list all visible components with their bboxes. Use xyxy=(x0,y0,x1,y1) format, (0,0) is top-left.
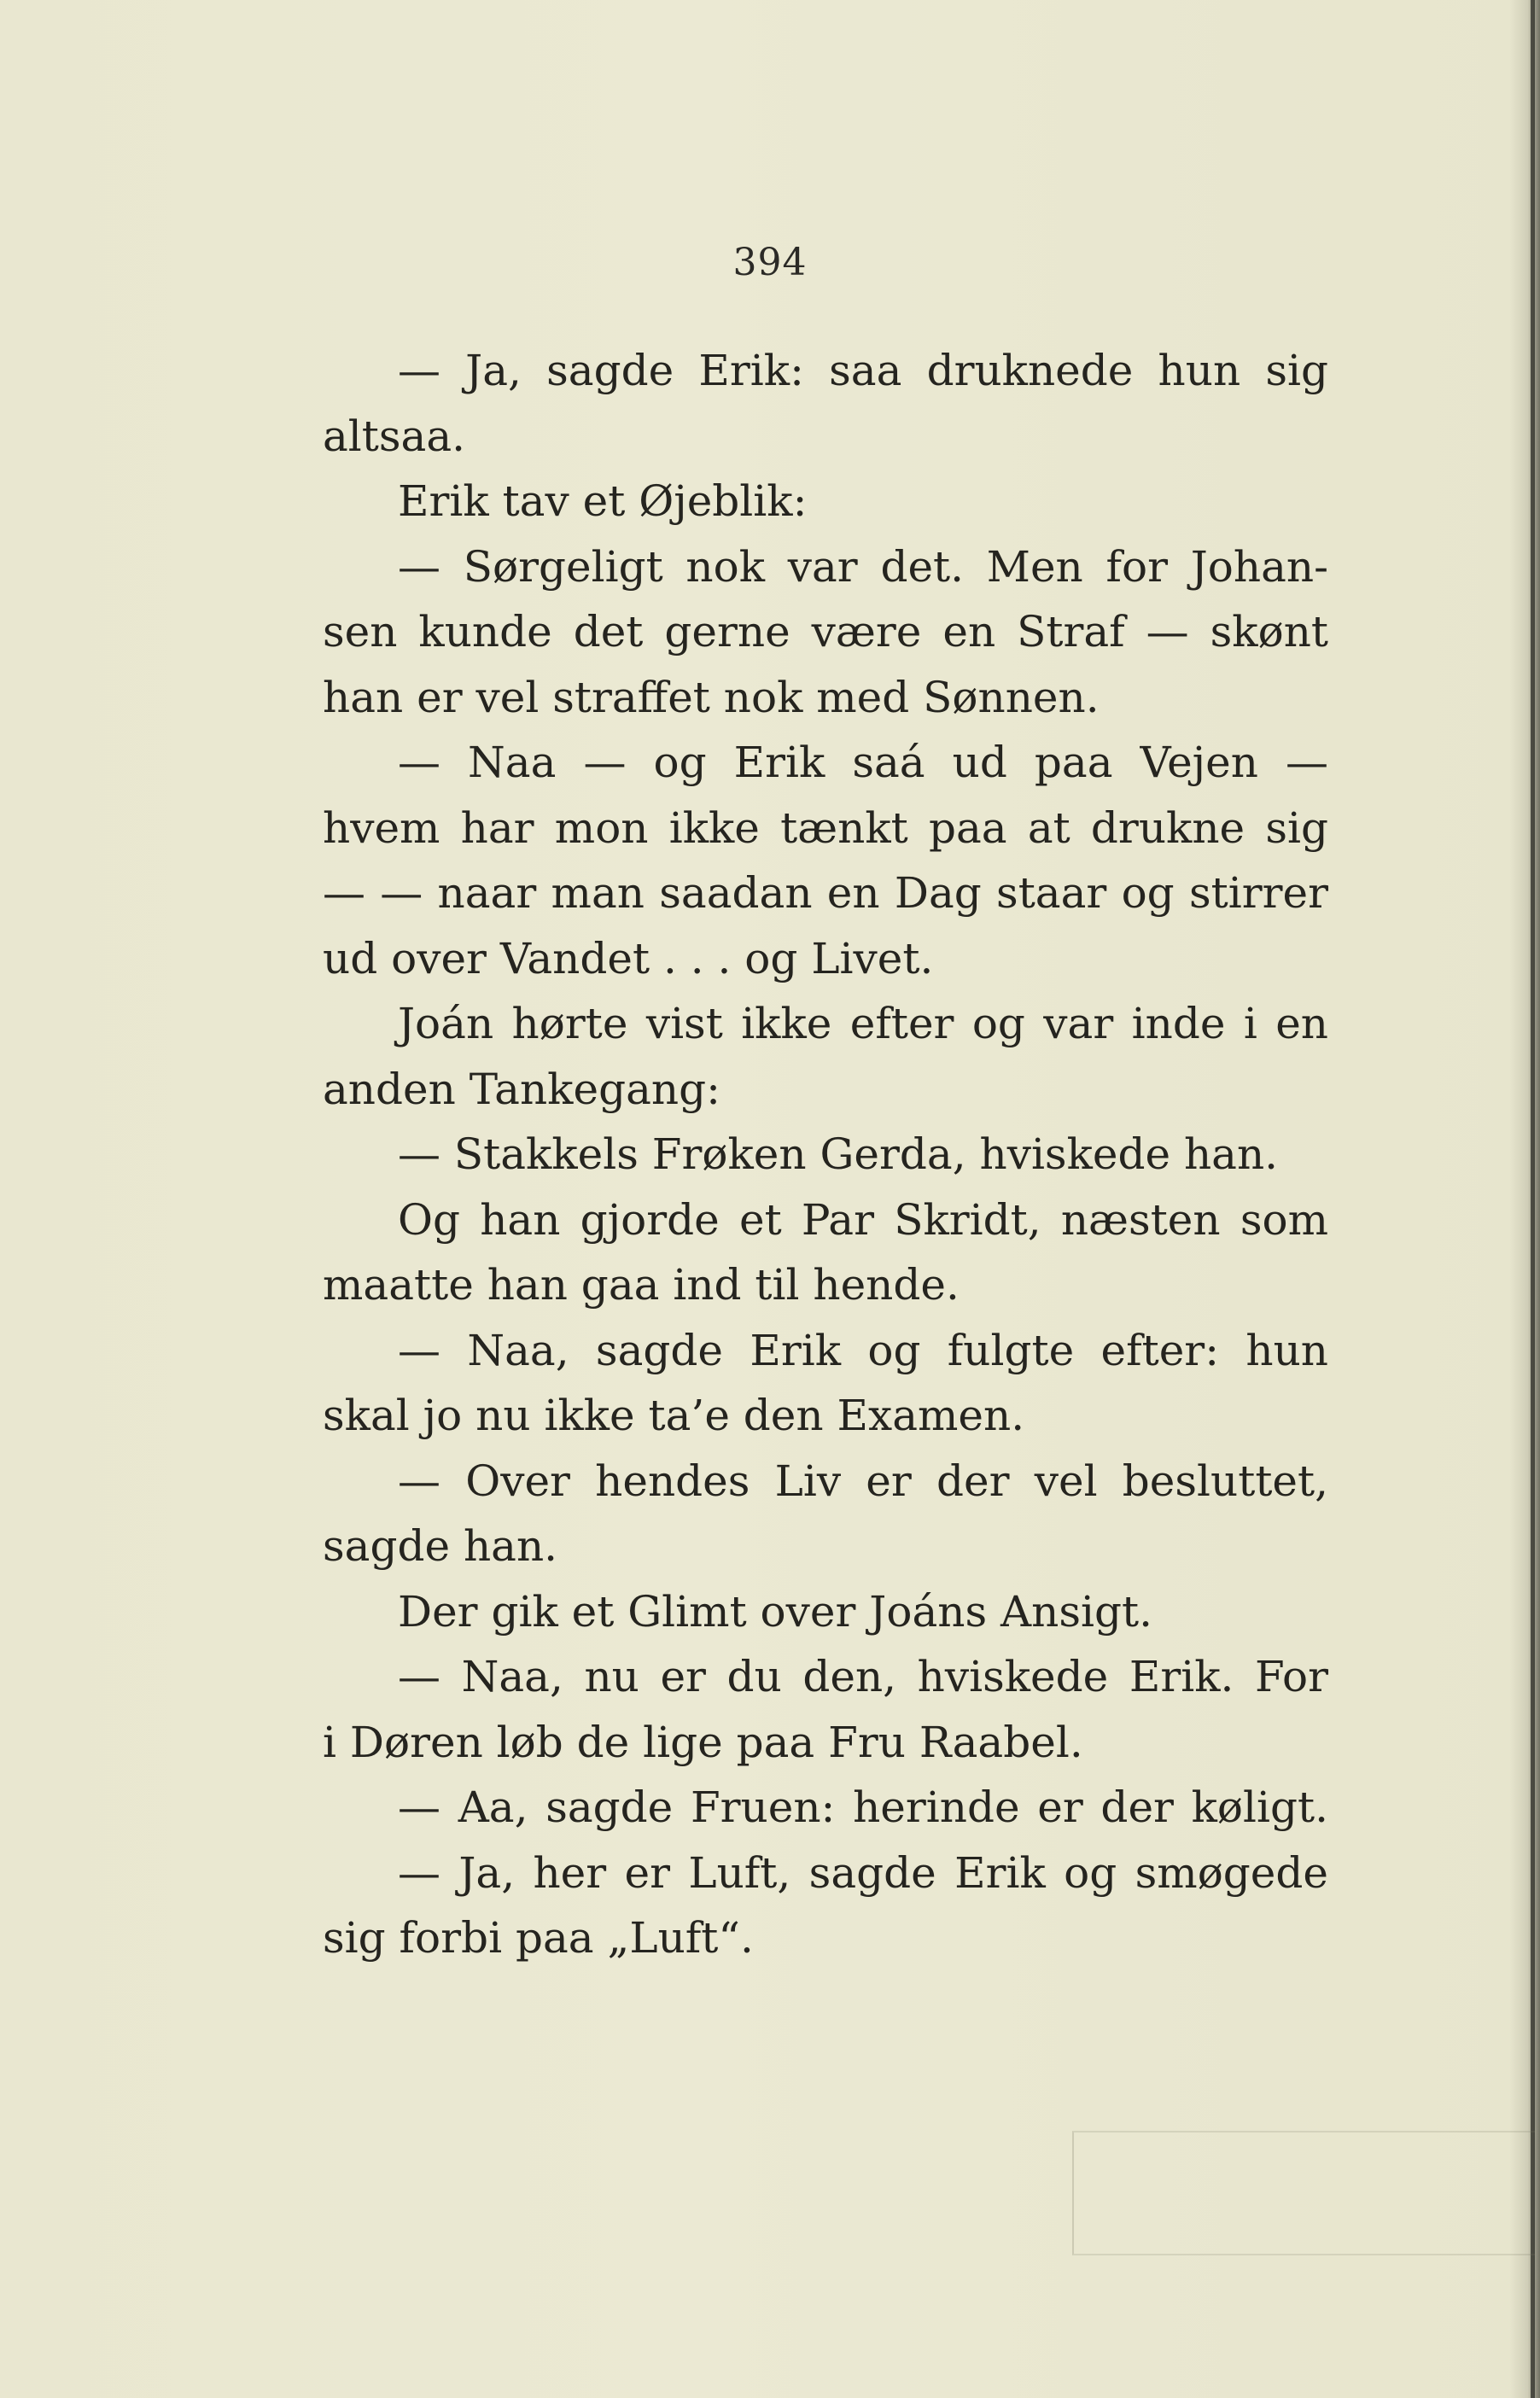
text-line: — Ja, sagde Erik: saa druknede hun sig xyxy=(398,346,1328,395)
text-line: han er vel straffet nok med Sønnen. xyxy=(323,672,1100,722)
text-line: maatte han gaa ind til hende. xyxy=(323,1260,960,1310)
text-line: Joán hørte vist ikke efter og var inde i en xyxy=(398,999,1328,1048)
text-line: sig forbi paa „Luft“. xyxy=(323,1913,754,1963)
text-line: — Sørgeligt nok var det. Men for Johan- xyxy=(398,541,1328,592)
text-line: sagde han. xyxy=(323,1521,558,1571)
text-line: — Naa — og Erik saá ud paa Vejen — xyxy=(398,738,1328,787)
text-line: altsaa. xyxy=(323,411,466,461)
text-line: — Aa, sagde Fruen: herinde er der køligt. xyxy=(398,1782,1328,1832)
page-edge-shadow xyxy=(1509,0,1540,2398)
text-line: Der gik et Glimt over Joáns Ansigt. xyxy=(398,1586,1152,1637)
text-line: skal jo nu ikke ta’e den Examen. xyxy=(323,1391,1025,1440)
text-line: sen kunde det gerne være en Straf — skønt xyxy=(323,607,1328,656)
text-line: — Stakkels Frøken Gerda, hviskede han. xyxy=(398,1129,1279,1179)
text-line: ud over Vandet . . . og Livet. xyxy=(323,933,934,983)
body-text xyxy=(323,338,1328,1971)
text-line: — Naa, nu er du den, hviskede Erik. For xyxy=(398,1652,1328,1701)
text-line: Erik tav et Øjeblik: xyxy=(398,476,808,526)
page-binding-edge xyxy=(1531,0,1535,2398)
page-number: 394 xyxy=(732,241,808,284)
text-line: — — naar man saadan en Dag staar og stirrer xyxy=(323,868,1328,918)
text-line: anden Tankegang: xyxy=(323,1064,720,1114)
text-line: i Døren løb de lige paa Fru Raabel. xyxy=(323,1717,1083,1767)
text-line: — Ja, her er Luft, sagde Erik og smøgede xyxy=(398,1847,1328,1898)
text-line: Og han gjorde et Par Skridt, næsten som xyxy=(398,1194,1328,1245)
text-line: hvem har mon ikke tænkt paa at drukne sig xyxy=(323,802,1328,853)
text-line: — Naa, sagde Erik og fulgte efter: hun xyxy=(398,1325,1328,1375)
text-line: — Over hendes Liv er der vel besluttet, xyxy=(398,1456,1328,1506)
scan-corner-mark xyxy=(1072,2131,1535,2255)
